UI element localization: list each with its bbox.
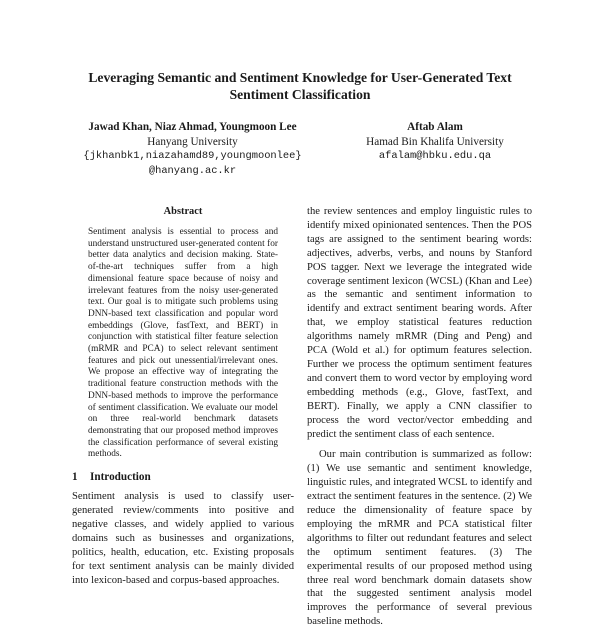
left-column — [72, 205, 294, 587]
author-email-domain: @hanyang.ac.kr — [148, 165, 237, 178]
author-names: Jawad Khan, Niaz Ahmad, Youngmoon Lee — [88, 121, 297, 133]
section-title: Introduction — [90, 471, 151, 484]
paper-title-line-2: Sentiment Classification — [229, 87, 371, 102]
section-heading — [72, 470, 294, 484]
paper-title — [50, 69, 550, 103]
abstract-heading: Abstract — [163, 206, 203, 217]
author-block-right — [330, 120, 540, 164]
author-block-left — [50, 120, 335, 179]
section-number: 1 — [72, 471, 78, 484]
abstract-text: Sentiment analysis is essential to process and understand unstructured user-generated content for better data analytics and decision making. State-of-the-art techniques suffer from a high dimensional feature space because of noisy and irrelevant features from the noisy user-generated text. Our goal is to mitigate such problems using DNN-based text classification and popular word embeddings (Glove, fastText, and BERT) in conjunction with statistical filter feature selection (mRMR and PCA) to select relevant sentiment features and pick out unessential/irrelevant ones. We propose an effective way of integrating the traditional feature construction methods with the DNN-based methods to improve the performance of sentiment classification. We evaluate our model on three real-world benchmark datasets demonstrating that our proposed method improves the classification performance of several existing methods. — [88, 227, 278, 460]
right-column — [307, 205, 532, 629]
author-names: Aftab Alam — [407, 121, 463, 133]
intro-paragraph-continued: the review sentences and employ linguistic rules to identify mixed opinionated sentences. Then the POS tags are assigned to the sentiment bearing words: adjectives, adverbs, verbs, and nouns by Stanford POS tagger. Next we leverage the integrated wide coverage sentiment lexicon (WCSL) (Khan and Lee) as the semantic and sentiment information to identify and extract sentiment bearing words. After that, we employ statistical features reduction algorithms namely mRMR (Ding and Peng) and PCA (Wold et al.) for optimum features selection. Further we process the optimum sentiment features and convert them to word vector by employing word embedding methods (e.g., Glove, fastText, and BERT). Finally, we apply a CNN classifier to process the word vector/vector embedding and predict the sentiment class of each sentence. — [307, 206, 532, 440]
paper-title-line-1: Leveraging Semantic and Sentiment Knowledge for User-Generated Text — [88, 70, 512, 85]
author-email: {jkhanbk1,niazahamd89,youngmoonlee} — [83, 150, 302, 163]
author-affiliation: Hanyang University — [147, 135, 238, 148]
author-affiliation: Hamad Bin Khalifa University — [366, 135, 504, 148]
author-email: afalam@hbku.edu.qa — [378, 150, 492, 163]
contributions-paragraph: Our main contribution is summarized as follow: (1) We use semantic and sentiment knowledge, linguistic rules, and integrated WCSL to identify and extract the sentiment features in the sentence. (2) We reduce the dimensionality of feature space by employing the mRMR and PCA statistical filter algorithms to filter out redundant features and select the optimum sentiment features. (3) The experimental results of our proposed method using three real word benchmark domain datasets show that the suggested sentiment analysis model improves the performance of several previous baseline methods. — [307, 449, 532, 628]
intro-paragraph: Sentiment analysis is used to classify user-generated review/comments into positive and negative classes, and widely applied to various domains such as businesses and organizations, politics, health, education, etc. Existing proposals for text sentiment analysis can be mainly divided into lexicon-based and corpus-based approaches. — [72, 491, 294, 586]
